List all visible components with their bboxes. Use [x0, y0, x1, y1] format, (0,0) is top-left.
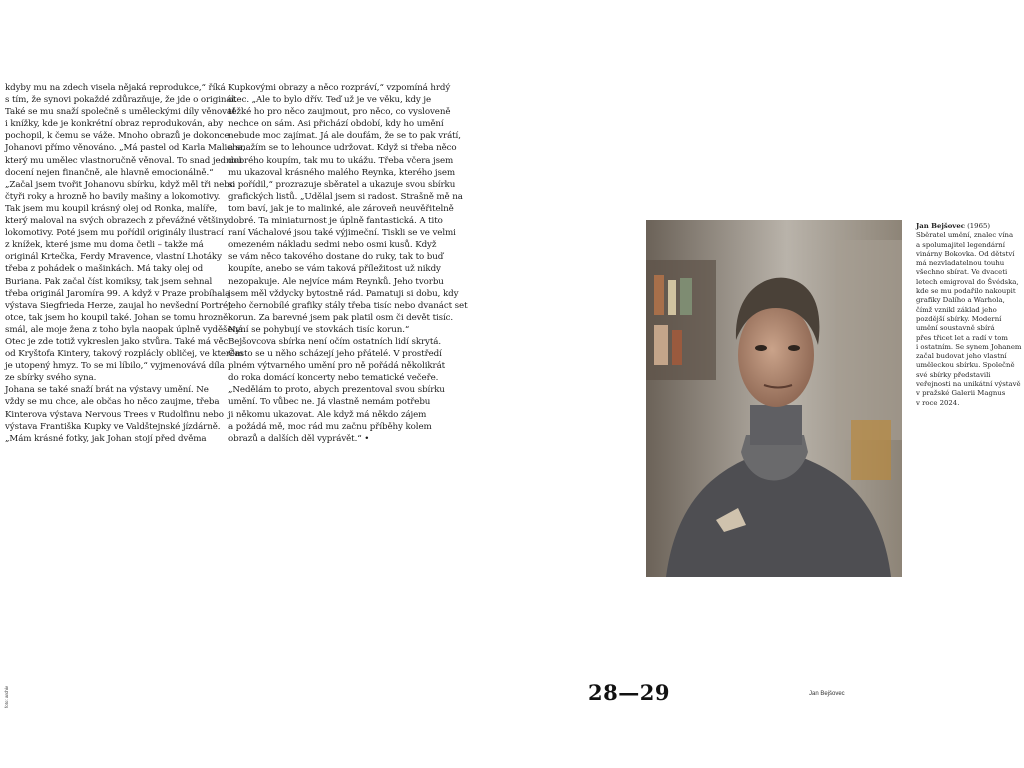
article-column-left: [5, 82, 246, 445]
article-line: i knížky, kde je konkrétní obraz reprodukován, aby: [5, 119, 224, 130]
article-line: Johanovi přímo věnováno. „Má pastel od Karla Malicha,: [5, 143, 246, 154]
caption-line: uměleckou sbírku. Společně: [916, 361, 1015, 370]
portrait-illustration: [646, 220, 902, 577]
article-line: koupíte, anebo se vám taková příležitost už nikdy: [228, 264, 441, 275]
article-line: lokomotivy. Poté jsem mu pořídil originály ilustrací: [5, 228, 224, 239]
caption-line: i ostatním. Se synem Johanem: [916, 342, 1022, 351]
article-line: a snažím se to lehounce udržovat. Když si třeba něco: [228, 143, 457, 154]
article-line: pochopil, k čemu se váže. Mnoho obrazů je dokonce: [5, 131, 230, 142]
article-line: dobrého koupím, tak mu to ukážu. Třeba včera jsem: [228, 155, 454, 166]
article-line: Nyní se pohybují ve stovkách tisíc korun.“: [228, 324, 410, 335]
article-line: jeho černobílé grafiky stály třeba tisíc nebo dvanáct set: [228, 300, 468, 311]
article-line: ze sbírky svého syna.: [5, 373, 97, 384]
article-line: mu ukazoval krásného malého Reynka, kterého jsem: [228, 167, 456, 178]
article-line: grafických listů. „Udělal jsem si radost. Strašně mě na: [228, 191, 463, 202]
article-line: Tak jsem mu koupil krásný olej od Ronka, malíře,: [5, 203, 218, 214]
article-line: Kupkovými obrazy a něco rozpráví,“ vzpomíná hrdý: [228, 83, 451, 93]
article-line: čtyři roky a hrozně ho bavily mašiny a lokomotivy.: [5, 191, 221, 202]
article-line: docení nejen finančně, ale hlavně emocionálně.“: [5, 167, 214, 178]
article-line: kdyby mu na zdech visela nějaká reprodukce,“ říká: [5, 83, 226, 93]
article-line: se vám něco takového dostane do ruky, tak to buď: [228, 252, 444, 263]
article-line: výstava Františka Kupky ve Valdštejnské jízdárně.: [5, 421, 221, 432]
caption-line: letech emigroval do Švédska,: [916, 277, 1019, 286]
article-line: který maloval na svých obrazech z převážné většiny: [5, 216, 229, 227]
article-line: Buriana. Pak začal číst komiksy, tak jsem sehnal: [5, 276, 213, 287]
article-line: je utopený hmyz. To se mi líbilo,“ vyjmenovává díla: [5, 361, 225, 372]
article-line: jsem měl vždycky bytostně rád. Pamatuji si dobu, kdy: [228, 288, 459, 299]
article-line: ji někomu ukazovat. Ale když má někdo zájem: [228, 409, 427, 420]
running-head: Jan Bejšovec: [809, 691, 845, 697]
article-line: obrazů a dalších děl vyprávět.“ •: [228, 433, 370, 444]
caption-line: kde se mu podařilo nakoupit: [916, 287, 1016, 296]
side-credit-text: foto: archiv: [4, 685, 9, 708]
article-line: z knížek, které jsme mu doma četli – takže má: [5, 240, 204, 251]
caption-line: a spolumajitel legendární: [916, 240, 1005, 249]
article-line: třeba originál Jaromíra 99. A když v Praze probíhala: [5, 288, 231, 299]
article-line: si pořídil,“ prozrazuje sběratel a ukazuje svou sbírku: [228, 179, 456, 190]
caption-body: [916, 231, 1020, 408]
article-line: Otec je zde totiž vykreslen jako stvůra. Také má věc: [5, 336, 229, 347]
article-line: smál, ale moje žena z toho byla naopak úplně vyděšená.: [5, 324, 246, 335]
caption-line: umění soustavně sbírá: [916, 324, 995, 333]
article-line: dobré. Ta miniaturnost je úplně fantastická. A tito: [228, 216, 443, 227]
article-line: nezopakuje. Ale nejvíce mám Reynků. Jeho tvorbu: [228, 276, 444, 287]
caption-line: v pražské Galerii Magnus: [916, 389, 1006, 398]
article-line: Často se u něho scházejí jeho přátelé. V prostředí: [228, 349, 442, 360]
article-line: nebude moc zajímat. Já ale doufám, že se to pak vrátí,: [228, 131, 461, 142]
photo-caption: [916, 222, 1020, 408]
article-line: těžké ho pro něco zaujmout, pro něco, co vysloveně: [228, 107, 451, 118]
article-line: „Začal jsem tvořit Johanovu sbírku, když měl tři nebo: [5, 179, 235, 190]
article-line: omezeném nákladu sedmi nebo osmi kusů. Když: [228, 240, 437, 251]
article-line: Bejšovcova sbírka není očím ostatních lidí skrytá.: [228, 336, 441, 347]
caption-year: (1965): [967, 222, 991, 230]
article-column-middle: [228, 82, 468, 445]
article-line: otce, tak jsem ho koupil také. Johan se tomu hrozně: [5, 312, 229, 323]
side-credit: [4, 668, 12, 708]
caption-name: Jan Bejšovec: [916, 222, 965, 230]
article-line: originál Krtečka, Ferdy Mravence, vlastní Lhotáky: [5, 252, 222, 263]
page-numbers: 28—29: [588, 680, 670, 705]
article-line: nechce on sám. Asi přichází období, kdy ho umění: [228, 119, 444, 130]
article-line: Také se mu snaží společně s uměleckými díly věnovat: [5, 107, 236, 118]
article-line: korun. Za barevné jsem pak platil osm či devět tisíc.: [228, 312, 454, 323]
article-line: umění. To vůbec ne. Já vlastně nemám potřebu: [228, 397, 431, 408]
article-line: tom baví, jak je to malinké, ale zároveň neuvěřitelně: [228, 203, 454, 214]
article-line: „Nedělám to proto, abych prezentoval svou sbírku: [228, 385, 445, 396]
article-line: otec. „Ale to bylo dřív. Teď už je ve věku, kdy je: [228, 95, 432, 106]
caption-line: všechno sbírat. Ve dvaceti: [916, 268, 1008, 277]
article-line: plném výtvarného umění pro ně pořádá několikrát: [228, 361, 446, 372]
article-line: od Kryštofa Kintery, takový rozplácly obličej, ve kterém: [5, 349, 244, 360]
article-line: a požádá mě, moc rád mu začnu příběhy kolem: [228, 421, 432, 432]
article-line: třeba z pohádek o mašinkách. Má taky olej od: [5, 264, 204, 275]
article-line: Kinterova výstava Nervous Trees v Rudolfinu nebo: [5, 409, 224, 420]
caption-line: vinárny Bokovka. Od dětství: [916, 249, 1015, 258]
caption-line: přes třicet let a radí v tom: [916, 333, 1008, 342]
portrait-photo: [646, 220, 902, 577]
caption-line: čímž vznikl základ jeho: [916, 305, 997, 314]
caption-line: začal budovat jeho vlastní: [916, 352, 1007, 361]
caption-line: veřejnosti na unikátní výstavě: [916, 380, 1021, 389]
caption-line: v roce 2024.: [916, 398, 960, 407]
article-line: do roka domácí koncerty nebo tematické večeře.: [228, 373, 439, 384]
article-line: vždy se mu chce, ale občas ho něco zaujme, třeba: [5, 397, 220, 408]
caption-line: pozdější sbírky. Moderní: [916, 314, 1002, 323]
article-line: „Mám krásné fotky, jak Johan stojí před dvěma: [5, 433, 207, 444]
caption-line: své sbírky představili: [916, 370, 991, 379]
article-line: který mu umělec vlastnoručně věnoval. To snad jednou: [5, 155, 243, 166]
caption-line: grafiky Dalího a Warhola,: [916, 296, 1005, 305]
article-line: Johana se také snaží brát na výstavy umění. Ne: [5, 385, 209, 396]
article-line: raní Váchalové jsou také výjimeční. Tiskli se ve velmi: [228, 228, 456, 239]
article-line: výstava Siegfrieda Herze, zaujal ho nevšední Portrét: [5, 300, 232, 311]
article-line: s tím, že synovi pokaždé zdůrazňuje, že jde o originál.: [5, 95, 237, 106]
caption-line: má nezvladatelnou touhu: [916, 259, 1005, 268]
caption-line: Sběratel umění, znalec vína: [916, 231, 1014, 240]
